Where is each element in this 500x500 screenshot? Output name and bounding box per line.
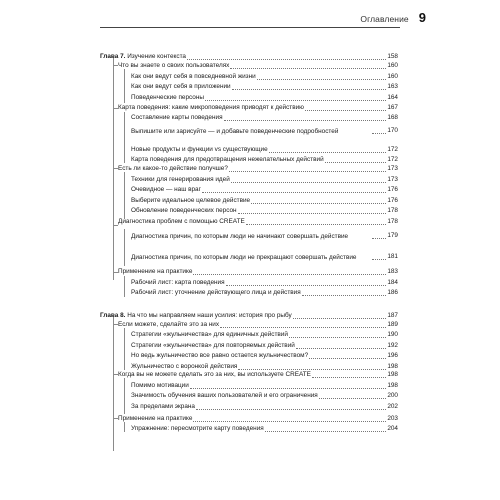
toc-entry (131, 185, 398, 195)
toc-page-number: 184 (387, 279, 398, 286)
toc-leader-dots (309, 358, 386, 359)
toc-entry-title: Глава 7. Изучение контекста (100, 53, 186, 60)
toc-page-number: 198 (387, 382, 398, 389)
toc-entry (131, 381, 398, 391)
toc-entry-title: Составление карты поведения (131, 114, 223, 121)
toc-leader-dots (220, 327, 386, 328)
toc-leader-dots (325, 162, 387, 163)
toc-tree-line (124, 112, 125, 163)
toc-page-number: 187 (387, 312, 398, 319)
toc-page-number: 179 (387, 232, 398, 239)
toc-tree-line (124, 378, 125, 414)
toc-entry (131, 351, 398, 361)
toc-entry (131, 206, 398, 216)
toc-tree-line (124, 328, 125, 370)
toc-leader-dots (238, 213, 387, 214)
toc-leader-dots (226, 285, 387, 286)
toc-page-number: 198 (387, 363, 398, 370)
toc-chapter-number: Глава 8. (100, 312, 126, 319)
toc-entry-title: Стратегии «жульничества» для повторяемых действий (131, 342, 295, 349)
toc-entry-title: Что вы знаете о своих пользователях (118, 62, 230, 69)
toc-entry-title: Обновление поведенческих персон (131, 207, 237, 214)
page-number: 9 (418, 10, 426, 25)
toc-leader-dots (231, 182, 387, 183)
toc-page-number: 203 (387, 415, 398, 422)
toc-page-number: 163 (387, 83, 398, 90)
toc-entry (131, 145, 398, 155)
toc-page-number: 172 (387, 156, 398, 163)
toc-leader-dots (319, 398, 387, 399)
toc-entry (118, 414, 398, 424)
toc-leader-dots (187, 59, 386, 60)
toc-page-number: 170 (387, 127, 398, 134)
toc-entry-title: Помимо мотивации (131, 382, 189, 389)
toc-entry-title: Поведенческие персоны (131, 94, 204, 101)
toc-page-number: 173 (387, 165, 398, 172)
toc-entry (131, 330, 398, 340)
toc-page-number: 186 (387, 289, 398, 296)
toc-entry-title: Диагностика проблем с помощью CREATE (118, 218, 245, 225)
toc-page-number: 181 (387, 253, 398, 260)
toc-entry (131, 278, 398, 288)
toc-entry (131, 402, 398, 412)
toc-entry (131, 175, 398, 185)
toc-tree-line (124, 172, 125, 219)
toc-leader-dots (193, 421, 386, 422)
toc-entry-title: Рабочий лист: уточнение действующего лица и действия (131, 289, 301, 296)
toc-entry (131, 72, 398, 82)
toc-page-number: 200 (387, 392, 398, 399)
toc-entry (118, 267, 398, 277)
toc-leader-dots (265, 431, 387, 432)
toc-tree-line (124, 229, 125, 266)
toc-tree-line (124, 276, 125, 297)
toc-page-number: 189 (387, 321, 398, 328)
toc-entry (131, 243, 398, 262)
toc-entry-title: Рабочий лист: карта поведения (131, 279, 225, 286)
toc-entry-title: Как они ведут себя в приложении (131, 83, 231, 90)
toc-page-number: 160 (387, 62, 398, 69)
toc-page-number: 168 (387, 114, 398, 121)
toc-page-number: 178 (387, 218, 398, 225)
toc-entry (131, 424, 398, 434)
header-section-title: Оглавление (360, 14, 409, 24)
toc-leader-dots (372, 133, 386, 134)
toc-entry (131, 288, 398, 298)
toc-page-number: 190 (387, 331, 398, 338)
toc-leader-dots (232, 89, 387, 90)
toc-entry-title: Стратегии «жульничества» для единичных действий (131, 331, 288, 338)
toc-page-number: 196 (387, 352, 398, 359)
toc-entry (131, 93, 398, 103)
toc-entry (131, 82, 398, 92)
toc-entry-title: Упражнение: пересмотрите карту поведения (131, 425, 264, 432)
toc-page-number: 176 (387, 186, 398, 193)
toc-entry (118, 61, 398, 71)
toc-page-number: 176 (387, 197, 398, 204)
toc-entry-title: Если можете, сделайте это за них (118, 321, 220, 328)
toc-leader-dots (305, 110, 386, 111)
toc-entry-title: Диагностика причин, по которым люди не начинают совершать действие (131, 233, 349, 240)
toc-leader-dots (205, 100, 386, 101)
toc-leader-dots (269, 152, 387, 153)
toc-leader-dots (289, 337, 386, 338)
toc-entry-title: Есть ли какое-то действие получше? (118, 165, 228, 172)
toc-leader-dots (372, 238, 386, 239)
toc-entry-title: Когда вы не можете сделать это за них, вы используете CREATE (118, 371, 311, 378)
toc-entry (118, 164, 398, 174)
toc-page-number: 173 (387, 176, 398, 183)
toc-page-number: 160 (387, 73, 398, 80)
toc-leader-dots (196, 409, 386, 410)
toc-leader-dots (312, 377, 386, 378)
toc-leader-dots (202, 192, 386, 193)
toc-page-number: 178 (387, 207, 398, 214)
toc-entry (131, 117, 398, 136)
toc-leader-dots (257, 79, 387, 80)
toc-tree-line (113, 316, 114, 451)
toc-leader-dots (302, 295, 387, 296)
toc-entry-title: Применение на практике (118, 415, 193, 422)
toc-leader-dots (293, 318, 387, 319)
toc-page-number: 204 (387, 425, 398, 432)
toc-leader-dots (372, 259, 386, 260)
toc-entry-title: Карта поведения для предотвращения нежелательных действий (131, 156, 324, 163)
toc-page-number: 198 (387, 371, 398, 378)
toc-entry-title: Карта поведения: какие микроповедения приводят к действию (118, 104, 304, 111)
toc-entry-title: Техники для генерирования идей (131, 176, 230, 183)
toc-entry-title: Глава 8. На что мы направляем наши усилия: история про рыбу (100, 312, 292, 319)
toc-page-number: 192 (387, 342, 398, 349)
toc-entry (131, 222, 398, 241)
toc-entry (131, 341, 398, 351)
toc-leader-dots (251, 203, 386, 204)
toc-leader-dots (230, 68, 386, 69)
toc-tree-line (124, 69, 125, 103)
toc-page-number: 172 (387, 146, 398, 153)
toc-entry-title: Очевидное — наш враг (131, 186, 201, 193)
toc-page-number: 183 (387, 268, 398, 275)
toc-chapter-number: Глава 7. (100, 53, 126, 60)
toc-entry-title: Диагностика причин, по которым люди не прекращают совершать действие (131, 254, 357, 261)
toc-entry (118, 370, 398, 380)
toc-leader-dots (229, 171, 386, 172)
toc-entry (118, 103, 398, 113)
toc-entry-title: Как они ведут себя в повседневной жизни (131, 73, 256, 80)
toc-entry (118, 320, 398, 330)
toc-page-number: 202 (387, 403, 398, 410)
toc-leader-dots (296, 348, 387, 349)
toc-entry-title: Значимость обучения ваших пользователей и его ограничения (131, 392, 318, 399)
toc-page-number: 158 (387, 53, 398, 60)
toc-entry (131, 196, 398, 206)
toc-entry (131, 391, 398, 401)
toc-entry-title: Выпишите или зарисуйте — и добавьте поведенческие подробностей (131, 128, 339, 135)
toc-entry-title: Новые продукты и функции vs существующие (131, 146, 268, 153)
toc-entry-title: Но ведь жульничество все равно остается жульничеством? (131, 352, 309, 359)
toc-leader-dots (190, 388, 387, 389)
toc-entry-title: Жульничество с воронкой действия (131, 363, 238, 370)
toc-entry-title: За пределами экрана (131, 403, 195, 410)
toc-entry-title: Применение на практике (118, 268, 193, 275)
toc-leader-dots (193, 274, 386, 275)
toc-entry-title: Выберите идеальное целевое действие (131, 197, 251, 204)
toc-page-number: 167 (387, 104, 398, 111)
toc-page-number: 164 (387, 94, 398, 101)
